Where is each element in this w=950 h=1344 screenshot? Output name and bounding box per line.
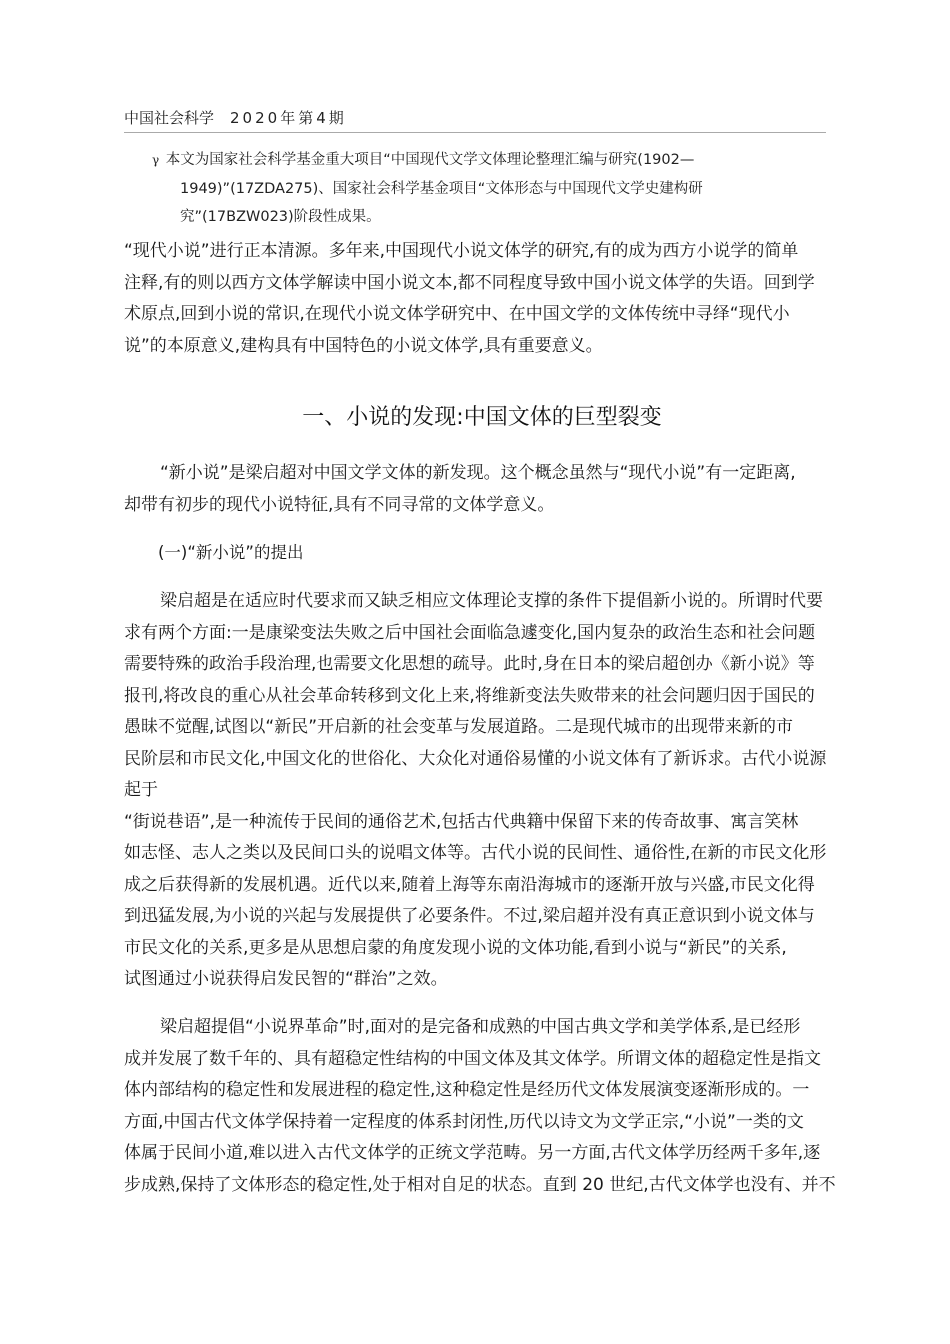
text-line: 方面,中国古代文体学保持着一定程度的体系封闭性,历代以诗文为文学正宗,“小说”一类的文 <box>124 1111 804 1132</box>
text-line: 注释,有的则以西方文体学解读中国小说文本,都不同程度导致中国小说文体学的失语。回到学 <box>124 272 815 293</box>
text-line: 到迅猛发展,为小说的兴起与发展提供了必要条件。不过,梁启超并没有真正意识到小说文体与 <box>124 906 815 926</box>
text-line: 试图通过小说获得启发民智的“群治”之效。 <box>124 969 448 989</box>
text-line: 市民文化的关系,更多是从思想启蒙的角度发现小说的文体功能,看到小说与“新民”的关系, <box>124 937 787 958</box>
section-title: 一、小说的发现:中国文体的巨型裂变 <box>302 405 662 430</box>
journal-name: 中国社会科学 <box>124 109 215 127</box>
text-line: 体内部结构的稳定性和发展进程的稳定性,这种稳定性是经历代文体发展演变逐渐形成的。一 <box>124 1080 810 1100</box>
funding-footnote <box>152 146 792 232</box>
text-line: “街说巷语”,是一种流传于民间的通俗艺术,包括古代典籍中保留下来的传奇故事、寓言笑林 <box>124 811 799 832</box>
paragraph-1 <box>124 586 840 996</box>
footnote-line: 究”(17BZW023)阶段性成果。 <box>180 209 381 225</box>
text-line: 步成熟,保持了文体形态的稳定性,处于相对自足的状态。直到 20 世纪,古代文体学也没有、并不 <box>124 1174 836 1195</box>
text-line: 成并发展了数千年的、具有超稳定性结构的中国文体及其文体学。所谓文体的超稳定性是指文 <box>124 1048 821 1069</box>
text-line: 体属于民间小道,难以进入古代文体学的正统文学范畴。另一方面,古代文体学历经两千多年,逐 <box>124 1143 821 1163</box>
text-line: 梁启超提倡“小说界革命”时,面对的是完备和成熟的中国古典文学和美学体系,是已经形 <box>160 1017 801 1037</box>
running-head <box>124 108 826 133</box>
text-line: “现代小说”进行正本清源。多年来,中国现代小说文体学的研究,有的成为西方小说学的简单 <box>124 241 799 261</box>
paragraph-2 <box>124 1012 840 1201</box>
section-lead-paragraph <box>124 458 840 521</box>
text-line: 成之后获得新的发展机遇。近代以来,随着上海等东南沿海城市的逐渐开放与兴盛,市民文化得 <box>124 874 815 895</box>
text-line: 梁启超是在适应时代要求而又缺乏相应文体理论支撑的条件下提倡新小说的。所谓时代要 <box>160 591 823 611</box>
text-line: 起于 <box>124 780 158 800</box>
text-line: 如志怪、志人之类以及民间口头的说唱文体等。古代小说的民间性、通俗性,在新的市民文化形 <box>124 843 827 863</box>
text-line: 需要特殊的政治手段治理,也需要文化思想的疏导。此时,身在日本的梁启超创办《新小说》等 <box>124 654 815 674</box>
text-line: “新小说”是梁启超对中国文学文体的新发现。这个概念虽然与“现代小说”有一定距离, <box>160 463 796 483</box>
text-line: 说”的本原意义,建构具有中国特色的小说文体学,具有重要意义。 <box>124 335 603 356</box>
footnote-mark: γ <box>152 153 160 167</box>
subsection-title: (一)“新小说”的提出 <box>158 543 304 562</box>
issue-number: 2020年第4期 <box>230 109 347 127</box>
text-line: 报刊,将改良的重心从社会革命转移到文化上来,将维新变法失败带来的社会问题归因于国民的 <box>124 685 815 706</box>
text-line: 求有两个方面:一是康梁变法失败之后中国社会面临急遽变化,国内复杂的政治生态和社会问题 <box>124 622 816 643</box>
text-line: 民阶层和市民文化,中国文化的世俗化、大众化对通俗易懂的小说文体有了新诉求。古代小说源 <box>124 748 827 769</box>
text-line: 愚昧不觉醒,试图以“新民”开启新的社会变革与发展道路。二是现代城市的出现带来新的市 <box>124 717 794 737</box>
intro-paragraph <box>124 236 840 362</box>
text-line: 却带有初步的现代小说特征,具有不同寻常的文体学意义。 <box>124 494 555 515</box>
footnote-line: 本文为国家社会科学基金重大项目“中国现代文学文体理论整理汇编与研究(1902— <box>165 152 695 168</box>
text-line: 术原点,回到小说的常识,在现代小说文体学研究中、在中国文学的文体传统中寻绎“现代小 <box>124 304 790 324</box>
footnote-line: 1949)”(17ZDA275)、国家社会科学基金项目“文体形态与中国现代文学史建构研 <box>180 180 703 197</box>
